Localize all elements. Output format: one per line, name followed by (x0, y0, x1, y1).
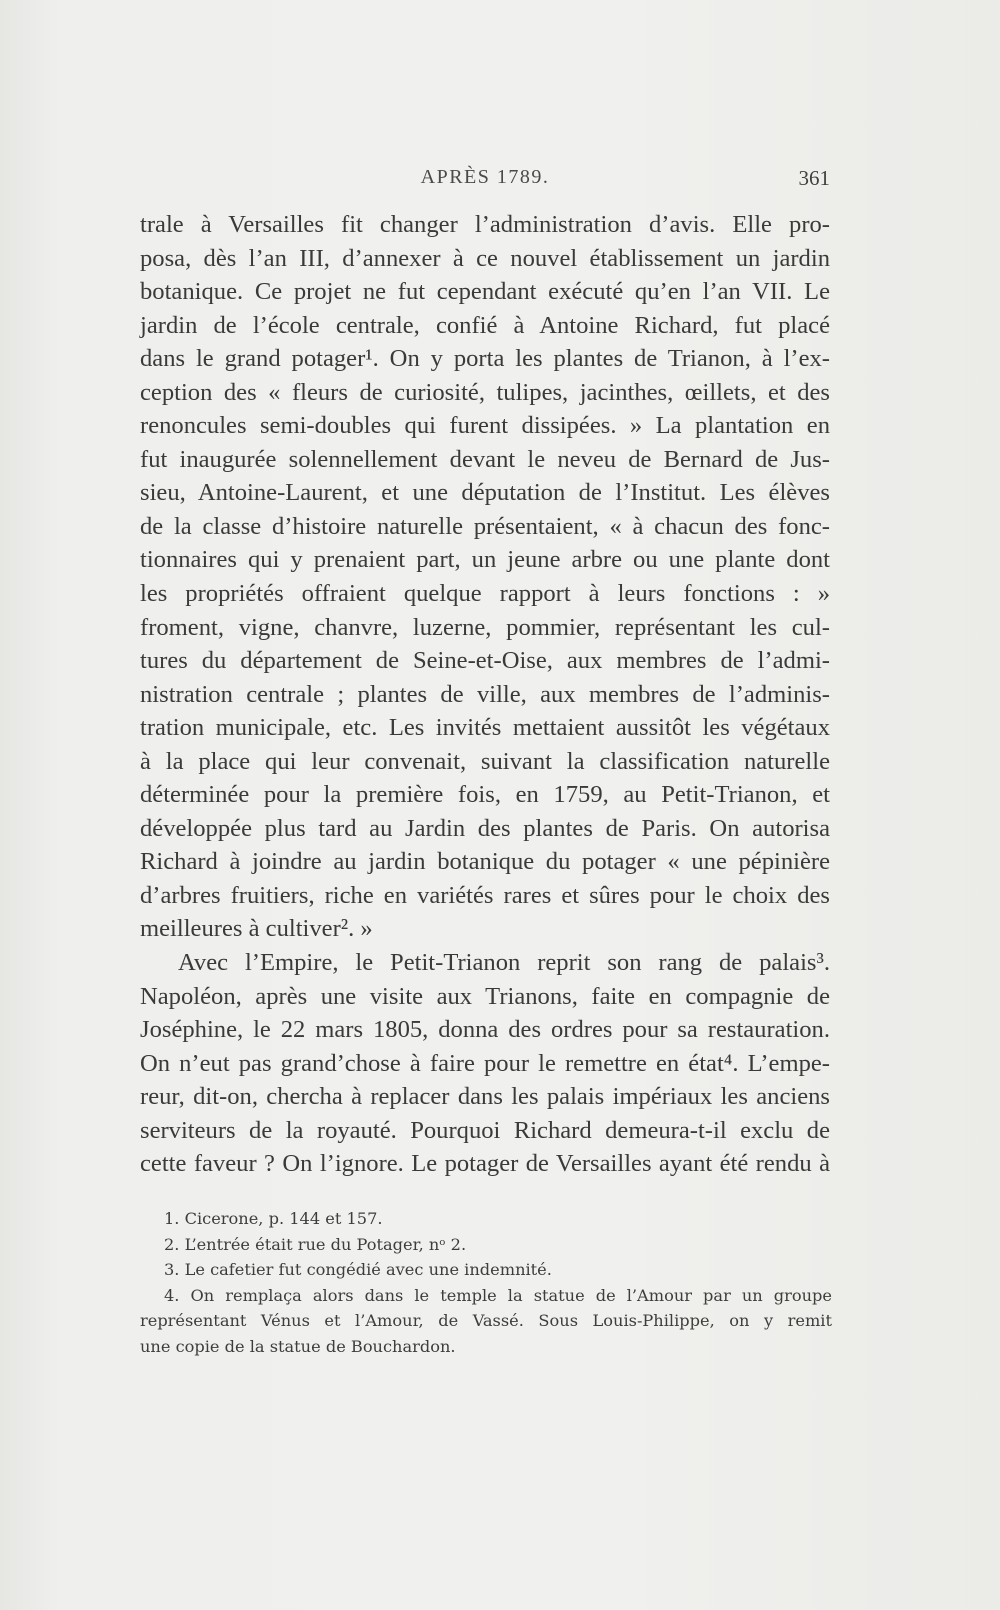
text-line: Avec l’Empire, le Petit-Trianon reprit son rang de palais³. (178, 949, 830, 977)
text-line: tures du département de Seine-et-Oise, aux membres de l’admi- (140, 647, 830, 675)
text-line: On n’eut pas grand’chose à faire pour le remettre en état⁴. L’empe- (140, 1049, 830, 1077)
text-line: renoncules semi-doubles qui furent dissipées. » La plantation en (140, 412, 830, 440)
text-line: nistration centrale ; plantes de ville, aux membres de l’adminis- (140, 680, 830, 708)
body-text (140, 208, 830, 1181)
text-line: jardin de l’école centrale, confié à Antoine Richard, fut placé (140, 311, 830, 339)
text-line: serviteurs de la royauté. Pourquoi Richard demeura-t-il exclu de (140, 1116, 830, 1144)
page-header (140, 166, 830, 196)
text-line: fut inaugurée solennellement devant le neveu de Bernard de Jus- (140, 445, 830, 473)
text-line: les propriétés offraient quelque rapport à leurs fonctions : » (140, 580, 830, 608)
text-line: tionnaires qui y prenaient part, un jeune arbre ou une plante dont (140, 546, 830, 574)
footnote: 3. Le cafetier fut congédié avec une indemnité. (164, 1260, 552, 1279)
text-line: reur, dit-on, chercha à replacer dans les palais impériaux les anciens (140, 1083, 830, 1111)
running-head: APRÈS 1789. (420, 166, 550, 188)
footnote-continuation: une copie de la statue de Bouchardon. (140, 1336, 456, 1356)
footnote: 1. Cicerone, p. 144 et 157. (164, 1209, 383, 1228)
text-line: Napoléon, après une visite aux Trianons, faite en compagnie de (140, 982, 830, 1010)
page-number: 361 (798, 166, 830, 190)
footnote: 4. On remplaça alors dans le temple la statue de l’Amour par un groupe (164, 1285, 832, 1305)
text-line: Joséphine, le 22 mars 1805, donna des ordres pour sa restauration. (140, 1016, 830, 1044)
text-line: meilleures à cultiver². » (140, 915, 373, 943)
text-line: botanique. Ce projet ne fut cependant exécuté qu’en l’an VII. Le (140, 278, 830, 306)
text-line: ception des « fleurs de curiosité, tulipes, jacinthes, œillets, et des (140, 378, 830, 406)
text-line: de la classe d’histoire naturelle présentaient, « à chacun des fonc- (140, 512, 830, 540)
text-line: trale à Versailles fit changer l’administration d’avis. Elle pro- (140, 211, 830, 238)
footnote: 2. L’entrée était rue du Potager, nᵒ 2. (164, 1234, 467, 1254)
text-line: développée plus tard au Jardin des plantes de Paris. On autorisa (140, 814, 830, 842)
text-line: à la place qui leur convenait, suivant la classification naturelle (140, 747, 830, 775)
text-line: posa, dès l’an III, d’annexer à ce nouvel établissement un jardin (140, 244, 830, 272)
text-line: froment, vigne, chanvre, luzerne, pommier, représentant les cul- (140, 613, 830, 641)
text-line: cette faveur ? On l’ignore. Le potager de Versailles ayant été rendu à (140, 1150, 830, 1178)
text-line: Richard à joindre au jardin botanique du potager « une pépinière (140, 848, 830, 876)
text-line: dans le grand potager¹. On y porta les plantes de Trianon, à l’ex- (140, 345, 830, 373)
footnote-continuation: représentant Vénus et l’Amour, de Vassé. Sous Louis-Philippe, on y remit (140, 1311, 832, 1330)
footnotes (140, 1206, 832, 1359)
text-line: d’arbres fruitiers, riche en variétés rares et sûres pour le choix des (140, 881, 830, 909)
text-line: déterminée pour la première fois, en 1759, au Petit-Trianon, et (140, 781, 830, 809)
text-line: tration municipale, etc. Les invités mettaient aussitôt les végétaux (140, 714, 830, 742)
text-line: sieu, Antoine-Laurent, et une députation de l’Institut. Les élèves (140, 479, 830, 507)
